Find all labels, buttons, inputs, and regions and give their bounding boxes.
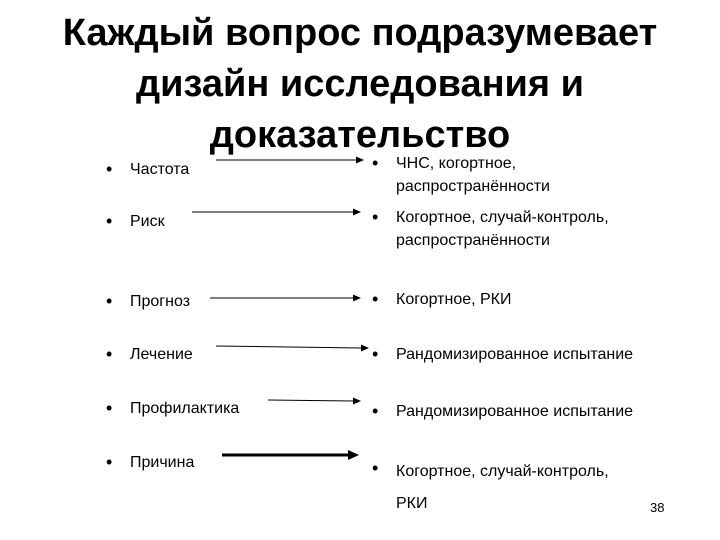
- bullet-icon: •: [106, 211, 113, 231]
- arrow-icon: [268, 398, 361, 405]
- bullet-icon: •: [372, 458, 379, 478]
- bullet-icon: •: [106, 344, 113, 364]
- design-line: Когортное, случай-контроль,: [396, 463, 609, 480]
- question-label: Профилактика: [130, 400, 240, 417]
- arrow-icon: [210, 295, 361, 302]
- design-line: РКИ: [396, 495, 428, 512]
- question-label: Причина: [130, 454, 195, 471]
- bullet-icon: •: [372, 289, 379, 309]
- bullet-icon: •: [372, 344, 379, 364]
- question-label: Прогноз: [130, 293, 191, 310]
- question-label: Лечение: [130, 346, 193, 363]
- design-line: Рандомизированное испытание: [396, 403, 634, 420]
- question-label: Частота: [130, 161, 190, 178]
- arrow-icon: [216, 345, 369, 352]
- bullet-icon: •: [372, 401, 379, 421]
- bullet-icon: •: [372, 207, 379, 227]
- design-line: Когортное, РКИ: [396, 291, 512, 308]
- design-line: ЧНС, когортное,: [396, 155, 517, 172]
- design-line: распространённости: [396, 178, 550, 195]
- bullet-icon: •: [106, 452, 113, 472]
- arrow-icon: [222, 450, 359, 460]
- question-label: Риск: [130, 213, 165, 230]
- design-line: Рандомизированное испытание: [396, 346, 634, 363]
- design-line: Когортное, случай-контроль,: [396, 209, 609, 226]
- slide-title: Каждый вопрос подразумевает дизайн исследования и доказательство: [62, 12, 658, 156]
- bullet-icon: •: [372, 153, 379, 173]
- bullet-icon: •: [106, 398, 113, 418]
- arrow-icon: [192, 209, 361, 216]
- page-number: 38: [650, 500, 665, 515]
- bullet-icon: •: [106, 291, 113, 311]
- bullet-icon: •: [106, 159, 113, 179]
- arrow-icon: [216, 157, 364, 164]
- design-line: распространённости: [396, 232, 550, 249]
